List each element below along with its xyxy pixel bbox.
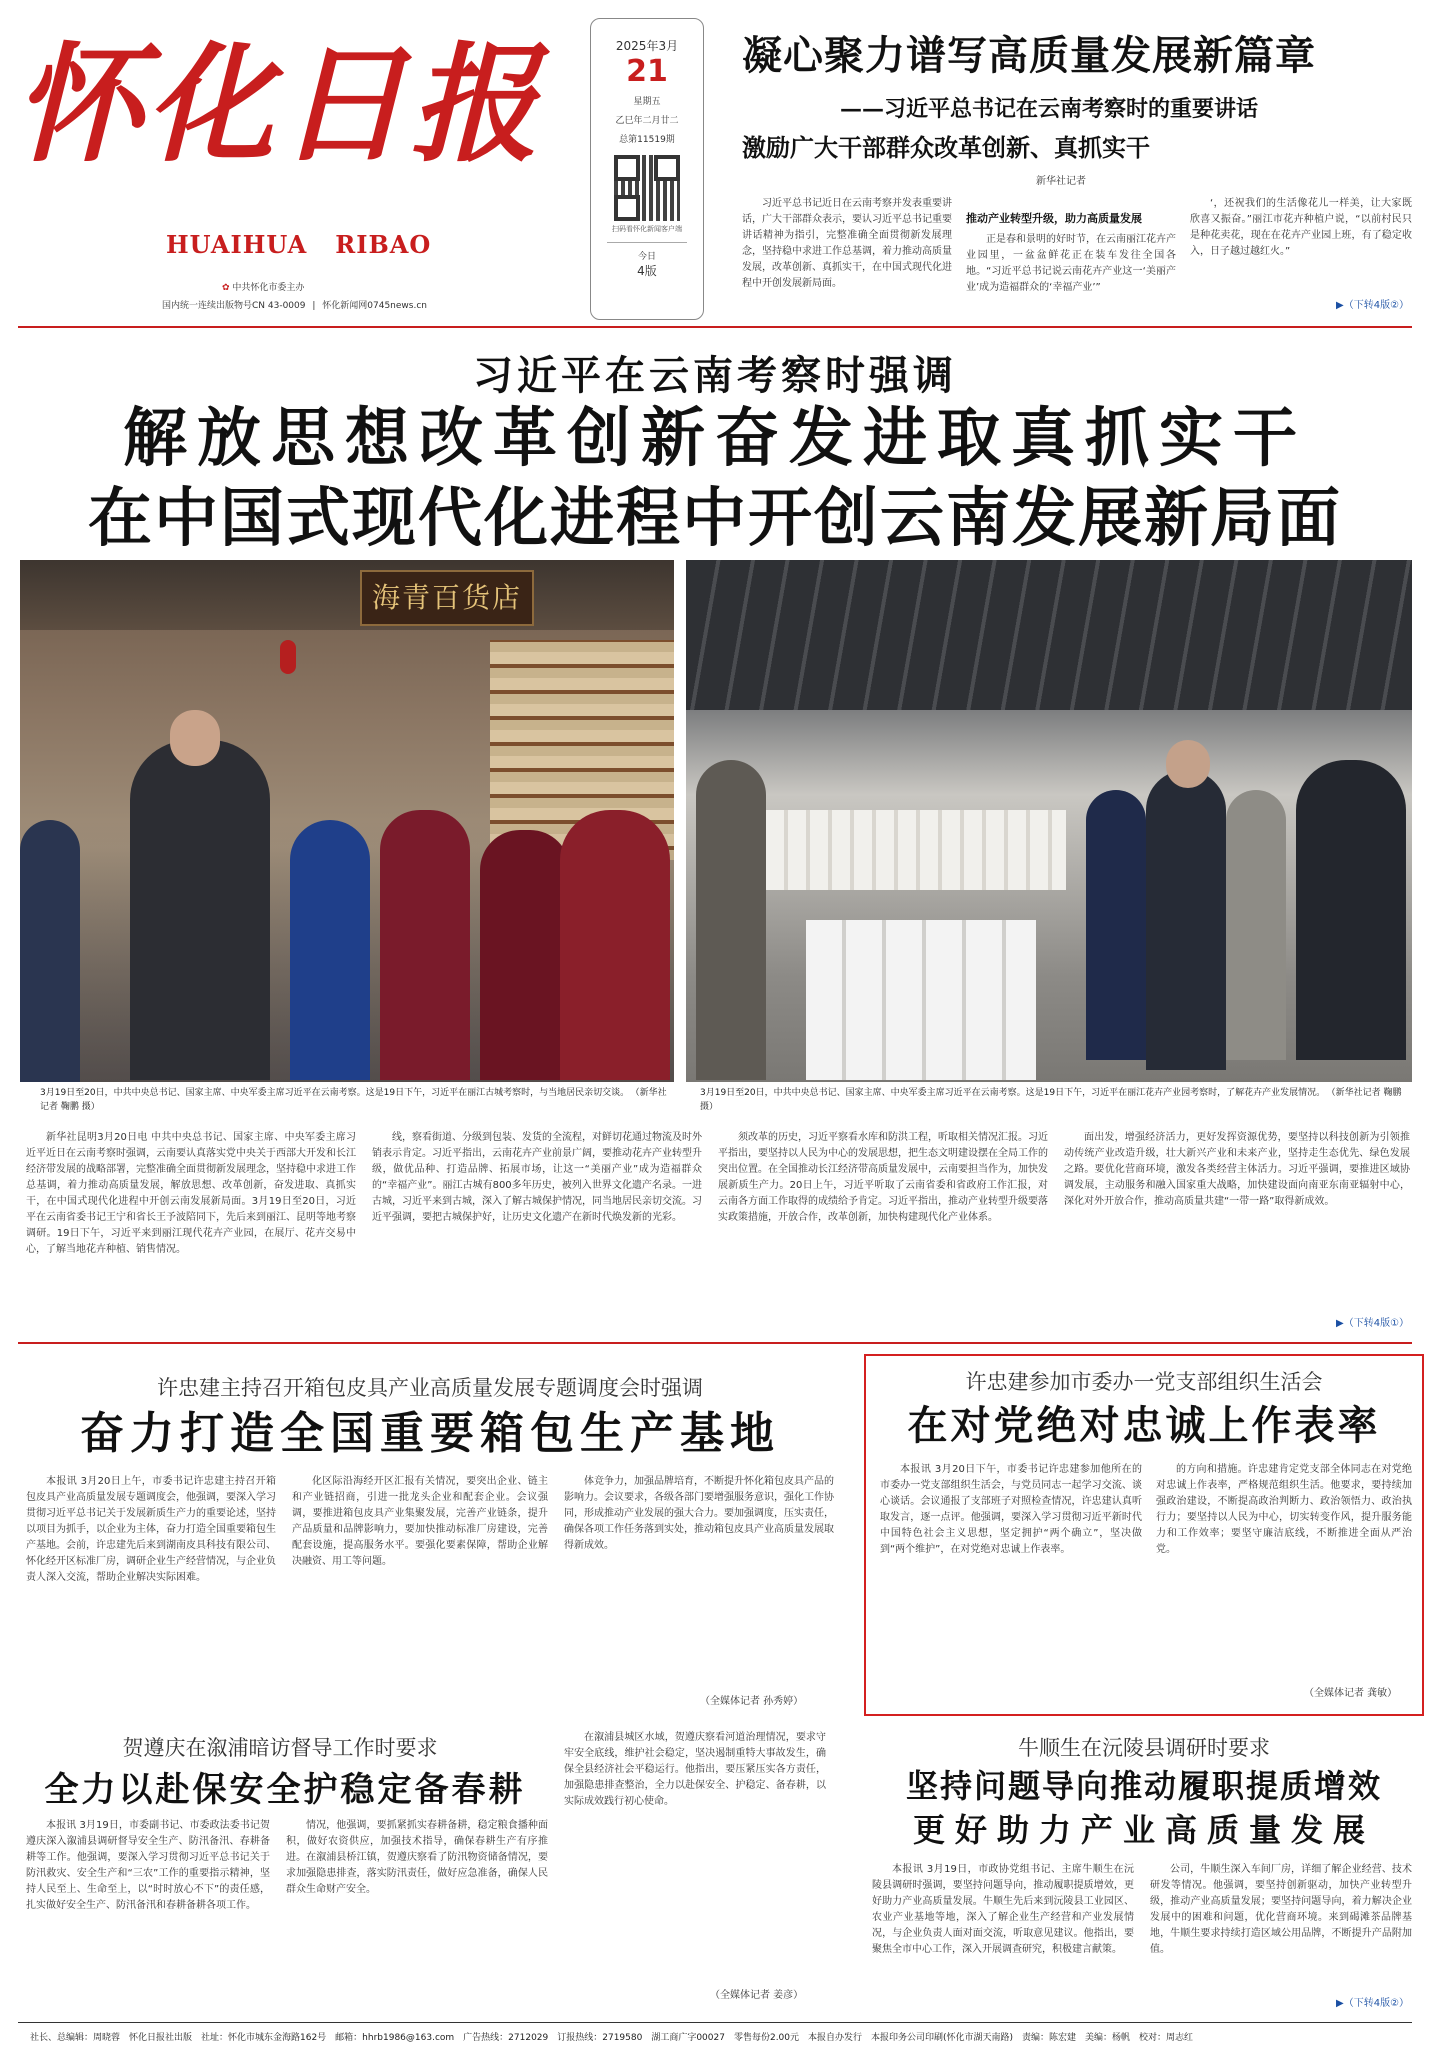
- lead-article-byline: 新华社记者: [1036, 176, 1086, 187]
- lead-article-col2: 正是春和景明的好时节，在云南丽江花卉产业园里，一盆盆鲜花正在装车发往全国各地。“习近平总书记说云南花卉产业这一‘美丽产业’成为造福群众的‘幸福产业’”: [966, 234, 1176, 293]
- jump-arrow-icon: ▶: [1336, 1998, 1344, 2009]
- spring-story-credit: （全媒体记者 姜彦）: [710, 1990, 804, 2001]
- jump-arrow-icon: ▶: [1336, 1318, 1344, 1329]
- spring-story-col3: 在溆浦县城区水域，贺遵庆察看河道治理情况，要求守牢安全底线，维护社会稳定，坚决遏制重特大事故发生，确保全县经济社会平稳运行。他指出，要压紧压实各方责任，加强隐患排查整治，全力以赴保安全、护稳定、备春耕，以实际成效践行初心使命。: [564, 1732, 826, 1807]
- qr-caption: 扫码看怀化新闻客户端: [612, 225, 682, 233]
- bags-story-col1: 本报讯 3月20日上午，市委书记许忠建主持召开箱包皮具产业高质量发展专题调度会，他强调，要深入学习贯彻习近平总书记关于发展新质生产力的重要论述，坚持以项目为抓手，以企业为主体，奋力打造全国重要箱包生产基地。会前，许忠建先后来到湖南皮具科技有限公司、怀化经开区标准厂房，调研企业生产经营情况，与企业负责人深入交流，帮助企业解决实际困难。: [26, 1476, 276, 1583]
- spring-story-col1: 本报讯 3月19日，市委副书记、市委政法委书记贺遵庆深入溆浦县调研督导安全生产、防汛备汛、春耕备耕等工作。他强调，要深入学习贯彻习近平总书记关于防汛救灾、安全生产和“三农”工作的重要指示精神，坚持人民至上、生命至上，以“时时放心不下”的责任感，扎实做好安全生产、防汛备汛和春耕备耕各项工作。: [26, 1820, 270, 1911]
- bags-story-credit: （全媒体记者 孙秀婷）: [700, 1696, 804, 1707]
- lead-article-section-head: 推动产业转型升级，助力高质量发展: [966, 212, 1142, 225]
- bags-story-col3: 体竞争力，加强品牌培育，不断提升怀化箱包皮具产品的影响力。会议要求，各级各部门要增强服务意识，强化工作协同，形成推动产业发展的强大合力。要加强调度，压实责任，确保各项工作任务落到实处，推动箱包皮具产业高质量发展取得新成效。: [564, 1476, 834, 1551]
- footer-divider: [18, 2022, 1412, 2023]
- spring-story-kicker: 贺遵庆在溆浦暗访督导工作时要求: [122, 1736, 438, 1760]
- main-story-kicker: 习近平在云南考察时强调: [473, 353, 957, 399]
- weekday: 星期五: [633, 97, 661, 107]
- spring-story-col2: 情况，他强调，要抓紧抓实春耕备耕，稳定粮食播种面积，做好农资供应，加强技术指导，确保春耕生产有序推进。在溆浦县桥江镇，贺遵庆察看了防汛物资储备情况，要求加强隐患排查，落实防汛责任，做好应急准备，确保人民群众生命财产安全。: [286, 1820, 548, 1895]
- photo-lijiang-old-town[interactable]: [20, 560, 674, 1082]
- spring-story-headline[interactable]: 全力以赴保安全护稳定备春耕: [44, 1770, 526, 1810]
- date-box: [590, 18, 704, 320]
- party-emblem-icon: ✿: [222, 283, 233, 293]
- photo1-caption: 3月19日至20日，中共中央总书记、国家主席、中央军委主席习近平在云南考察。这是19日下午，习近平在丽江古城考察时，与当地居民亲切交谈。 （新华社记者 鞠鹏 摄）: [40, 1088, 667, 1112]
- party-story-col2: 的方向和措施。许忠建肯定党支部全体同志在对党绝对忠诚上作表率，严格规范组织生活。他要求，要持续加强政治建设，不断提高政治判断力、政治领悟力、政治执行力；要坚持以人民为中心，切实转变作风，提升服务能力和工作效率；要坚守廉洁底线，不断推进全面从严治党。: [1156, 1464, 1412, 1555]
- party-story-headline[interactable]: 在对党绝对忠诚上作表率: [907, 1402, 1381, 1449]
- lunar-date: 乙巳年二月廿二: [615, 116, 679, 126]
- main-story-col3: 须改革的历史，习近平察看水库和防洪工程，听取相关情况汇报。习近平指出，要坚持以人民为中心的发展思想，把生态文明建设摆在全局工作的突出位置。在全国推动长江经济带高质量发展中，云南要担当作为，加快发展新质生产力。20日上午，习近平听取了云南省委和省政府工作汇报，对云南各方面工作取得的成绩给予肯定。习近平指出，推动产业转型升级要落实政策措施，开放合作，改革创新，加快构建现代化产业体系。: [718, 1132, 1048, 1223]
- main-story-col2: 线，察看街道、分级到包装、发货的全流程，对鲜切花通过物流及时外销表示肯定。习近平指出，云南花卉产业前景广阔，要推动花卉产业转型升级，做优品种、打造品牌、拓展市场，让这一“美丽产业”成为造福群众的“幸福产业”。丽江古城有800多年历史，被列入世界文化遗产名录。一进古城，习近平来到古城，深入了解古城保护情况，同当地居民亲切交流。习近平强调，要把古城保护好，让历史文化遗产在新时代焕发新的光彩。: [372, 1132, 702, 1223]
- lead-article-jump[interactable]: ▶（下转4版②）: [1336, 300, 1410, 311]
- newspaper-logo: 怀化日报: [14, 30, 543, 180]
- main-story-divider: [18, 1342, 1412, 1344]
- main-story-col4: 面出发，增强经济活力，更好发挥资源优势，要坚持以科技创新为引领推动传统产业改造升级，壮大新兴产业和未来产业，坚持走生态优先、绿色发展之路。要优化营商环境，激发各类经营主体活力。习近平强调，要推进区域协调发展，主动服务和融入国家重大战略，加快建设面向南亚东南亚辐射中心，深化对外开放合作，推动高质量共建“一带一路”取得新成效。: [1064, 1132, 1410, 1207]
- bags-story-headline[interactable]: 奋力打造全国重要箱包生产基地: [80, 1408, 780, 1459]
- jump-arrow-icon: ▶: [1336, 300, 1344, 311]
- building-roof: [20, 560, 674, 630]
- yuanling-story-kicker: 牛顺生在沅陵县调研时要求: [1018, 1736, 1270, 1760]
- main-story-col1: 新华社昆明3月20日电 中共中央总书记、国家主席、中央军委主席习近平近日在云南考察时强调，云南要认真落实党中央关于西部大开发和长江经济带发展的战略部署，完整准确全面贯彻新发展理念，坚持稳中求进工作总基调，着力推动高质量发展，解放思想、改革创新，奋发进取、真抓实干，在中国式现代化进程中开创云南发展新局面。3月19日至20日，习近平在云南省委书记王宁和省长王予波陪同下，先后来到丽江、昆明等地考察调研。19日下午，习近平来到丽江现代花卉产业园，在展厅、花卉交易中心，了解当地花卉种植、销售情况。: [26, 1132, 356, 1255]
- party-story-kicker: 许忠建参加市委办一党支部组织生活会: [965, 1370, 1323, 1394]
- sponsor-text: 中共怀化市委主办: [232, 283, 305, 293]
- lead-article-subtitle2: 激励广大干部群众改革创新、真抓实干: [742, 133, 1150, 162]
- lead-article-col1: 习近平总书记近日在云南考察并发表重要讲话，广大干部群众表示，要认习近平总书记重要讲话精神为指引，完整准确全面贯彻新发展理念，坚持稳中求进工作总基调，着力推动高质量发展，改革创新、真抓实干，在中国式现代化进程中开创发展新局面。: [742, 198, 952, 289]
- yuanling-story-col2: 公司，牛顺生深入车间厂房，详细了解企业经营、技术研发等情况。他强调，要坚持创新驱动，加快产业转型升级，推动产业高质量发展；要坚持问题导向，着力解决企业发展中的困难和问题，优化营商环境。来到碣滩茶品牌基地，牛顺生要求持续打造区域公用品牌，不断提升产品附加值。: [1150, 1864, 1412, 1955]
- bags-story-kicker: 许忠建主持召开箱包皮具产业高质量发展专题调度会时强调: [157, 1376, 703, 1400]
- bags-story-col2: 化区际沿海经开区汇报有关情况，要突出企业、链主和产业链招商，引进一批龙头企业和配套企业。会议强调，要推进箱包皮具产业集聚发展，完善产业链条，提升产品质量和品牌影响力，要加快推动标准厂房建设，完善配套设施，提高服务水平。要强化要素保障，帮助企业解决融资、用工等问题。: [292, 1476, 548, 1567]
- pages-label: 今日: [637, 252, 656, 262]
- registration-line: 国内统一连续出版物号CN 43-0009 | 怀化新闻网0745news.cn: [162, 301, 427, 311]
- main-story-jump[interactable]: ▶（下转4版①）: [1336, 1318, 1410, 1329]
- yuanling-story-jump[interactable]: ▶（下转4版②）: [1336, 1998, 1410, 2009]
- party-story-col1: 本报讯 3月20日下午，市委书记许忠建参加他所在的市委办一党支部组织生活会，与党员同志一起学习交流、谈心谈话。会议通报了支部班子对照检查情况，许忠建认真听取发言，逐一点评。他强调，要深入学习贯彻习近平新时代中国特色社会主义思想，坚定拥护“两个确立”，坚决做到“两个维护”，在对党绝对忠诚上作表率。: [880, 1464, 1142, 1555]
- footer-imprint: 社长、总编辑：周晓蓉 怀化日报社出版 社址：怀化市城东金海路162号 邮箱：hhrb1986@163.com 广告热线：2712029 订报热线：2719580 湖工商广字00027 零售每份2.00元 本报自办发行 本报印务公司印刷(怀化市湖天南路) 责编：陈宏建 美编：杨帆 校对：周志红: [30, 2033, 1194, 2043]
- red-lanterns: [280, 640, 296, 674]
- cn-number: 国内统一连续出版物号CN 43-0009: [162, 301, 306, 311]
- main-story-headline-1[interactable]: 解放思想改革创新奋发进取真抓实干: [123, 401, 1307, 476]
- photo-flower-industrial-park[interactable]: [686, 560, 1412, 1082]
- flower-boxes: [806, 920, 1036, 1080]
- photo2-caption: 3月19日至20日，中共中央总书记、国家主席、中央军委主席习近平在云南考察。这是19日下午，习近平在丽江花卉产业园考察时，了解花卉产业发展情况。 （新华社记者 鞠鹏 摄）: [700, 1088, 1402, 1112]
- ceiling-truss: [686, 560, 1412, 710]
- pages-value: 4版: [637, 264, 657, 278]
- lead-article-col3: ‘，还祝我们的生活像花儿一样美，让大家既欣喜又振奋。”丽江市花卉种植户说，“以前村民只是种花卖花，现在在花卉产业园上班，有了稳定收入，日子越过越红火。”: [1190, 198, 1412, 257]
- yuanling-story-headline-2[interactable]: 更好助力产业高质量发展: [912, 1811, 1375, 1849]
- shop-sign: 海青百货店: [360, 570, 534, 626]
- issue-number: 总第11519期: [619, 135, 675, 145]
- main-story-headline-2[interactable]: 在中国式现代化进程中开创云南发展新局面: [88, 481, 1342, 556]
- flower-tables: [766, 810, 1066, 890]
- yuanling-story-headline-1[interactable]: 坚持问题导向推动履职提质增效: [905, 1767, 1382, 1805]
- qr-code[interactable]: [614, 155, 680, 221]
- lead-article-title[interactable]: 凝心聚力谱写高质量发展新篇章: [742, 32, 1316, 79]
- website-text: 怀化新闻网0745news.cn: [322, 301, 427, 311]
- yuanling-story-col1: 本报讯 3月19日，市政协党组书记、主席牛顺生在沅陵县调研时强调，要坚持问题导向，推动履职提质增效，更好助力产业高质量发展。牛顺生先后来到沅陵县工业园区、农业产业基地等地，深入了解企业生产经营和产业发展情况，与企业负责人面对面交流，听取意见建议。他指出，要聚焦全市中心工作，深入开展调查研究，积极建言献策。: [872, 1864, 1134, 1955]
- publisher-line: [222, 280, 304, 293]
- party-story-credit: （全媒体记者 龚敏）: [1304, 1688, 1398, 1699]
- lead-article-subtitle: ——习近平总书记在云南考察时的重要讲话: [840, 96, 1259, 122]
- date-year-month: 2025年3月: [615, 39, 679, 53]
- newspaper-pinyin: HUAIHUA RIBAO: [166, 230, 432, 259]
- masthead-divider: [18, 326, 1412, 328]
- date-day: 21: [626, 54, 668, 89]
